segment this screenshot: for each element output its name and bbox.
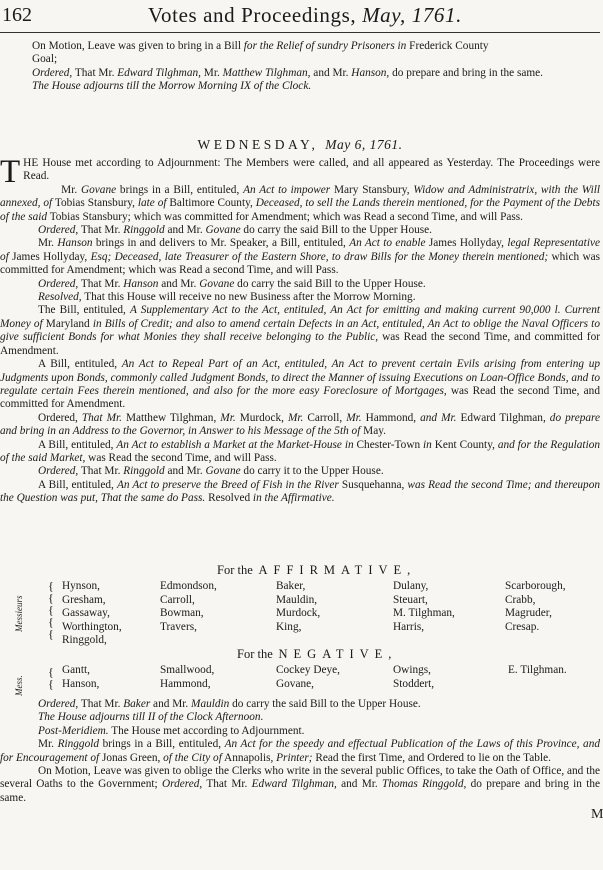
member-name: Hynson, — [62, 580, 100, 592]
member-name: Crabb, — [505, 593, 536, 606]
text-run: That Mr. — [72, 66, 118, 79]
member-name: Gassaway, — [62, 607, 110, 620]
running-title-text: Votes and Proceedings, — [148, 3, 357, 27]
text-run: That Mr. — [78, 698, 124, 710]
text-run: do carry the said Bill to the Upper House. — [240, 224, 432, 237]
top-paragraph — [0, 80, 600, 93]
body-paragraph — [0, 224, 600, 237]
member-name: Cresap. — [505, 620, 540, 633]
text-run: Ordered, — [32, 66, 73, 79]
text-run: That Mr. — [202, 778, 252, 791]
text-run: do carry it to the Upper House. — [240, 465, 384, 478]
text-run: and Mr. — [158, 277, 200, 290]
running-title-date: May, 1761. — [362, 3, 462, 27]
member-name: Hanson, — [62, 677, 100, 690]
member-name: Dulany, — [393, 580, 429, 592]
text-run: Carroll, — [307, 411, 343, 424]
text-run: The House met according to Adjournment. — [108, 724, 305, 737]
text-run: brings in a Bill, entituled, — [116, 183, 244, 196]
text-run: Ordered, — [38, 411, 78, 424]
text-run: That Mr. — [78, 224, 124, 237]
text-run: do carry the said Bill to the Upper House. — [229, 698, 421, 710]
text-run: On Motion, Leave was given to bring in a Bill — [32, 40, 244, 52]
vote-column — [62, 580, 122, 648]
text-run: late of — [137, 197, 167, 210]
text-run: and Mr. — [164, 224, 206, 237]
affirmative-heading — [217, 563, 416, 578]
text-run: legal Representative of — [0, 237, 600, 263]
negative-brace: { { — [48, 665, 54, 691]
text-run: Baker — [123, 698, 151, 710]
text-run: Mr. — [38, 738, 58, 751]
body-paragraph — [0, 237, 600, 277]
text-run: Maryland — [42, 317, 93, 330]
text-run: Mr. — [283, 411, 308, 424]
text-run: was Read the second Time, and committed for Amendment. — [0, 384, 600, 411]
vote-column — [160, 580, 217, 634]
vote-column — [505, 580, 566, 634]
text-run: for the Relief of sundry Prisoners in — [243, 40, 407, 52]
member-name: Gresham, — [62, 593, 106, 606]
text-run: James Hollyday, — [425, 237, 508, 250]
text-run: Frederick County — [406, 40, 489, 52]
body-paragraph — [0, 278, 600, 291]
negative-heading — [237, 647, 397, 662]
bottom-paragraph — [0, 711, 600, 724]
member-name: Edmondson, — [160, 580, 217, 592]
negative-label: For the — [237, 647, 273, 661]
member-name: Worthington, — [62, 620, 122, 633]
top-paragraph — [0, 40, 600, 53]
text-run: That Mr. — [78, 465, 124, 478]
text-run: Ringgold — [123, 224, 165, 237]
member-name: M. Tilghman, — [393, 607, 455, 620]
day-proceedings — [0, 154, 601, 506]
bottom-paragraph — [0, 725, 600, 738]
running-title — [148, 3, 462, 28]
text-run: do prepare and bring in the same. — [389, 66, 543, 79]
text-run: and Mr. — [150, 698, 192, 710]
member-name: Hammond, — [160, 677, 211, 690]
member-name: E. Tilghman. — [508, 664, 567, 676]
member-name: Stoddert, — [393, 677, 435, 690]
text-run: brings in a Bill, entituled, — [99, 738, 225, 751]
text-run: Resolved — [208, 492, 251, 505]
text-run: Ordered, — [38, 224, 79, 237]
text-run: That Mr. — [78, 277, 124, 290]
text-run: A Bill, entituled, — [38, 438, 117, 451]
affirmative-word: AFFIRMATIVE, — [258, 563, 417, 577]
member-name: King, — [276, 620, 302, 633]
text-run: A Bill, entituled, — [38, 358, 122, 371]
vote-column — [160, 664, 214, 691]
day-date: May 6, 1761. — [325, 137, 403, 152]
text-run: Ringgold — [123, 465, 165, 478]
affirmative-side-label: Messieurs — [14, 595, 24, 632]
text-run: That this House will receive no new Business after the Morrow Morning. — [81, 291, 416, 304]
member-name: Magruder, — [505, 607, 552, 620]
text-run: do prepare and bring in the same. — [0, 778, 601, 804]
body-paragraph — [0, 291, 600, 304]
text-run: Widow and Administratrix, with the Will annexed, of — [0, 183, 600, 210]
text-run: Murdock, — [239, 411, 284, 424]
text-run: Ringgold — [57, 738, 100, 751]
body-paragraph — [0, 358, 600, 412]
text-run: A Bill, entituled, — [38, 478, 117, 491]
body-paragraph — [0, 465, 600, 478]
text-run: Mr. — [61, 183, 81, 196]
body-paragraph — [0, 479, 600, 506]
body-paragraph — [0, 412, 600, 439]
member-name: Mauldin, — [276, 593, 318, 606]
text-run: Mr. — [38, 237, 58, 250]
vote-column — [393, 664, 434, 691]
body-paragraph — [0, 439, 600, 466]
text-run: was Read the second Time, and committed for Amendment. — [0, 331, 600, 357]
text-run: The Bill, entituled, — [38, 304, 130, 317]
text-run: Tobias Stansbury; which was committed for Amendment; which was Read a second Time, and will Pass. — [47, 210, 524, 223]
bottom-paragraph — [0, 765, 600, 805]
page-number: 162 — [2, 4, 32, 26]
affirmative-label: For the — [217, 563, 253, 577]
member-name: Baker, — [276, 580, 306, 592]
text-run: Ordered, — [38, 465, 79, 478]
text-run: and Mr. — [416, 411, 461, 424]
text-run: Mr. — [342, 411, 366, 424]
top-section — [0, 40, 600, 94]
text-run: Goal; — [32, 53, 58, 66]
vote-column — [508, 664, 567, 678]
text-run: That Mr. — [77, 411, 126, 424]
text-run: An Act to enable — [349, 237, 426, 250]
text-run: brings in and delivers to Mr. Speaker, a Bill, entituled, — [92, 237, 350, 250]
text-run: and Mr. — [310, 66, 352, 79]
negative-word: NEGATIVE, — [278, 647, 398, 661]
member-name: Ringgold, — [62, 634, 107, 647]
text-run: HE House met according to Adjournment: The Members were called, and all appeared as Yesterday. The Proceedings were Read. — [23, 157, 600, 183]
text-run: was Read the second Time; and thereupon the Question was put, That the same do Pass. — [0, 478, 600, 505]
member-name: Steuart, — [393, 593, 428, 606]
text-run: On Motion, Leave was given to oblige the Clerks who write in the several public Offices, to take the Oath of Office, and the several Oaths to the Government; — [0, 765, 600, 791]
text-run: in Bills of Credit; and also to amend certain Defects in an Act, entituled, An Act to oblige the Naval Officers to give sufficient Bonds for what Monies they shall receive belonging to the Public, — [0, 317, 600, 344]
text-run: Jonas Green, — [99, 751, 164, 764]
text-run: Baltimore County, — [166, 197, 256, 210]
text-run: and Mr. — [336, 778, 383, 791]
text-run: Resolved, — [38, 291, 82, 304]
member-name: Travers, — [160, 620, 197, 633]
text-run: Kent County, — [431, 438, 498, 451]
header-rule — [0, 32, 600, 33]
margin-mark: M — [591, 807, 603, 822]
text-run: Mary Stansbury, — [330, 183, 414, 196]
text-run: Mauldin — [191, 698, 230, 710]
text-run: Govane — [205, 224, 241, 237]
text-run: Hammond, — [365, 411, 417, 424]
text-run: Hanson — [123, 277, 159, 290]
member-name: Smallwood, — [160, 664, 215, 676]
day-heading — [0, 137, 600, 153]
text-run: which was committed for Amendment; which was Read a second Time, and will Pass. — [0, 250, 601, 277]
text-run: An Act to impower — [243, 183, 331, 196]
top-paragraph — [0, 53, 600, 66]
member-name: Scarborough, — [505, 580, 566, 592]
text-run: Govane — [205, 465, 241, 478]
text-run: An Act to Repeal Part of an Act, entituled, An Act to prevent certain Evils arising from entering up Judgments upon Bonds, commonly called Judgment Bonds, to direct the Manner of issuing Executions on Loan-Office Bonds, and to regulate certain Fees therein mentioned, and also for the more easy Foreclosure of Mortgages, — [0, 358, 600, 397]
text-run: do prepare and bring in an Address to the Governor, in Answer to his Message of the 5th of — [0, 411, 601, 438]
vote-column — [276, 580, 320, 634]
day-name: WEDNESDAY, — [197, 137, 319, 152]
afternoon-section — [0, 698, 600, 805]
text-run: Mr. — [200, 66, 223, 79]
text-run: May. — [363, 425, 386, 438]
member-name: Bowman, — [160, 607, 204, 620]
text-run: in the Affirmative. — [250, 492, 335, 505]
text-run: An Act to establish a Market at the Market-House in — [116, 438, 354, 451]
text-run: and for the Regulation of the said Market, — [0, 438, 601, 464]
text-run: The House adjourns till II of the Clock Afternoon. — [38, 711, 264, 724]
text-run: Printer; — [276, 751, 313, 764]
body-paragraph — [0, 304, 600, 358]
text-run: An Act to preserve the Breed of Fish in the River — [116, 478, 339, 491]
text-run: Matthew Tilghman, — [222, 66, 311, 79]
text-run: Esq; Deceased, late Treasurer of the Eastern Shore, to draw Bills for the Money therein mentioned; — [90, 250, 549, 263]
text-run: Hanson, — [351, 66, 390, 79]
body-paragraph — [0, 184, 600, 224]
text-run: Ordered, — [38, 698, 79, 710]
top-paragraph — [0, 67, 600, 80]
text-run: Ordered, — [38, 277, 79, 290]
text-run: Deceased, to sell the Lands therein mentioned, for the Payment of the Debts of the said — [0, 197, 600, 223]
member-name: Murdock, — [276, 607, 321, 620]
text-run: and Mr. — [164, 465, 206, 478]
text-run: Matthew Tilghman, — [125, 411, 217, 424]
text-run: Annapolis, — [221, 751, 277, 764]
text-run: was Read the second Time, and will Pass. — [85, 451, 277, 464]
text-run: Edward Tilghman, — [251, 778, 337, 791]
text-run: Post-Meridiem. — [38, 724, 109, 737]
vote-column — [62, 664, 99, 691]
member-name: Owings, — [393, 664, 431, 676]
text-run: An Act for the speedy and effectual Publication of the Laws of this Province, and for Encouragement of — [0, 738, 600, 764]
text-run: Mr. — [216, 411, 240, 424]
text-run: Read the first Time, and Ordered to lie on the Table. — [312, 751, 551, 764]
bottom-paragraph — [0, 738, 600, 765]
vote-column — [393, 580, 455, 634]
member-name: Gantt, — [62, 664, 90, 676]
text-run: Edward Tilghman, — [460, 411, 546, 424]
drop-cap: T — [0, 154, 21, 190]
text-run: Susquehanna, — [338, 478, 408, 491]
text-run: Ordered, — [162, 778, 203, 791]
member-name: Carroll, — [160, 593, 195, 606]
text-run: A Supplementary Act to the Act, entituled, An Act for emitting and making current 90,000 l. Current Money of — [0, 304, 600, 330]
vote-column — [276, 664, 340, 691]
text-run: James Hollyday, — [8, 250, 91, 263]
text-run: in — [423, 438, 432, 451]
negative-side-label: Mess. — [14, 675, 24, 696]
text-run: Govane — [80, 183, 117, 196]
text-run: do carry the said Bill to the Upper House. — [234, 277, 426, 290]
text-run: Edward Tilghman, — [117, 66, 201, 79]
bottom-paragraph — [0, 698, 600, 711]
text-run: Thomas Ringgold, — [382, 778, 467, 791]
member-name: Govane, — [276, 677, 314, 690]
affirmative-brace: { { { { { — [48, 579, 54, 641]
text-run: Govane — [199, 277, 235, 290]
member-name: Harris, — [393, 620, 425, 633]
text-run: Chester-Town — [353, 438, 424, 451]
text-run: Tobias Stansbury, — [52, 197, 138, 210]
text-run: The House adjourns till the Morrow Morning IX of the Clock. — [32, 80, 312, 93]
member-name: Cockey Deye, — [276, 664, 340, 676]
text-run: Hanson — [57, 237, 93, 250]
text-run: of the City of — [163, 751, 222, 764]
